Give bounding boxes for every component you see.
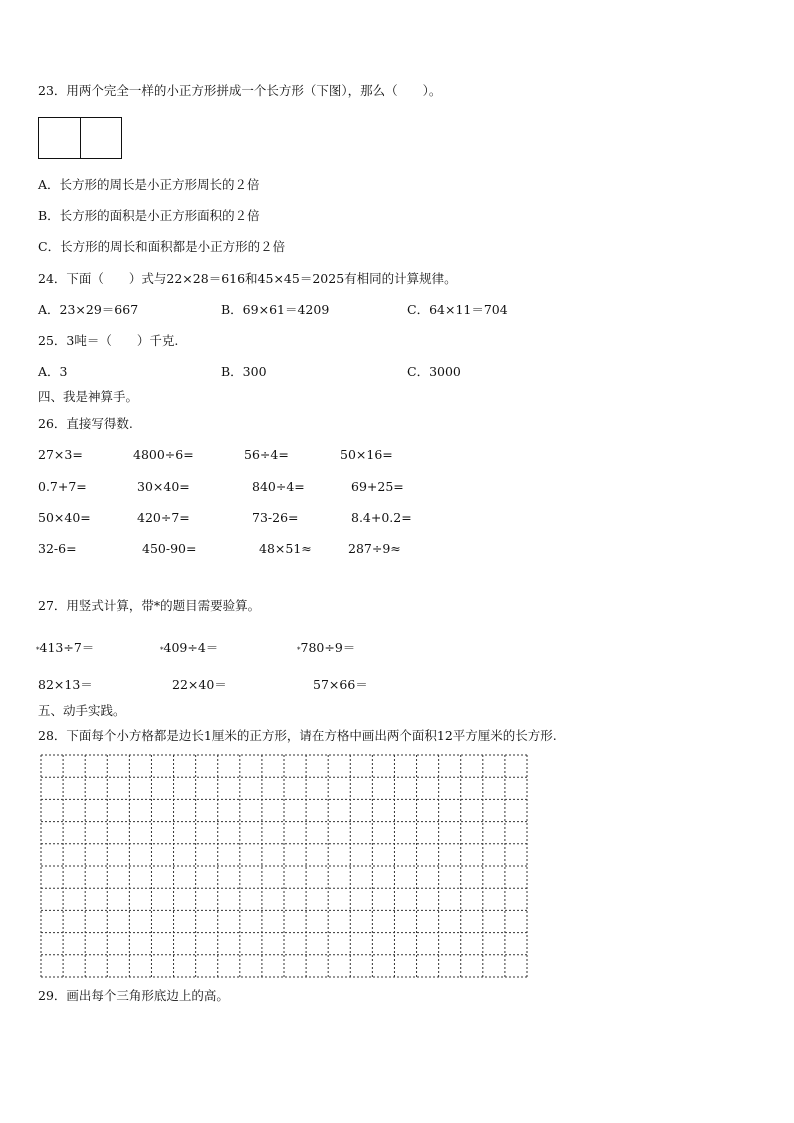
q29-question: 29．画出每个三角形底边上的高。 bbox=[38, 988, 229, 1003]
q25-option-a: A．3 bbox=[38, 364, 68, 379]
two-squares-figure bbox=[38, 117, 122, 159]
q26-item: 450-90= bbox=[142, 541, 197, 556]
q26-item: 27×3= bbox=[38, 447, 83, 462]
q27-item-starred bbox=[297, 640, 355, 656]
star-mark: * bbox=[297, 646, 301, 654]
star-mark: * bbox=[36, 646, 40, 654]
q27-item: 22×40＝ bbox=[172, 677, 227, 692]
q26-question: 26．直接写得数. bbox=[38, 416, 133, 431]
q26-item: 73-26= bbox=[252, 510, 299, 525]
q27-item: 57×66＝ bbox=[313, 677, 368, 692]
q27-question: 27．用竖式计算，带*的题目需要验算。 bbox=[38, 598, 261, 613]
q28-question: 28．下面每个小方格都是边长1厘米的正方形，请在方格中画出两个面积12平方厘米的长方形. bbox=[38, 728, 557, 743]
q26-item: 420÷7= bbox=[137, 510, 190, 525]
q23-option-b: B．长方形的面积是小正方形面积的２倍 bbox=[38, 208, 260, 223]
section5-title: 五、动手实践。 bbox=[38, 703, 126, 718]
q27-expression: 413÷7＝ bbox=[39, 640, 95, 655]
section4-title: 四、我是神算手。 bbox=[38, 389, 139, 404]
q26-item: 287÷9≈ bbox=[348, 541, 401, 556]
centimeter-grid[interactable] bbox=[40, 754, 528, 978]
q27-item: 82×13＝ bbox=[38, 677, 93, 692]
q23-question: 23．用两个完全一样的小正方形拼成一个长方形（下图），那么（ ）。 bbox=[38, 83, 442, 98]
star-mark: * bbox=[160, 646, 164, 654]
q27-expression: 409÷4＝ bbox=[163, 640, 219, 655]
q23-option-a: A．长方形的周长是小正方形周长的２倍 bbox=[38, 177, 260, 192]
q25-question: 25．3吨＝（ ）千克. bbox=[38, 333, 179, 348]
right-square bbox=[80, 118, 122, 158]
q26-item: 0.7+7= bbox=[38, 479, 87, 494]
left-square bbox=[39, 118, 80, 158]
q24-question: 24．下面（ ）式与22×28＝616和45×45＝2025有相同的计算规律。 bbox=[38, 271, 457, 286]
q27-expression: 780÷9＝ bbox=[300, 640, 356, 655]
q24-option-a: A．23×29＝667 bbox=[38, 302, 139, 317]
q26-item: 32-6= bbox=[38, 541, 77, 556]
q24-option-c: C．64×11＝704 bbox=[407, 302, 508, 317]
q23-option-c: C．长方形的周长和面积都是小正方形的２倍 bbox=[38, 239, 286, 254]
q26-item: 56÷4= bbox=[244, 447, 289, 462]
q26-item: 69+25= bbox=[351, 479, 404, 494]
q24-option-b: B．69×61＝4209 bbox=[221, 302, 330, 317]
q27-item-starred bbox=[36, 640, 94, 656]
q26-item: 8.4+0.2= bbox=[351, 510, 412, 525]
q26-item: 30×40= bbox=[137, 479, 190, 494]
q26-item: 50×40= bbox=[38, 510, 91, 525]
q26-item: 50×16= bbox=[340, 447, 393, 462]
q25-option-b: B．300 bbox=[221, 364, 267, 379]
q26-item: 840÷4= bbox=[252, 479, 305, 494]
q27-item-starred bbox=[160, 640, 218, 656]
q26-item: 48×51≈ bbox=[259, 541, 312, 556]
q25-option-c: C．3000 bbox=[407, 364, 461, 379]
q26-item: 4800÷6= bbox=[133, 447, 194, 462]
